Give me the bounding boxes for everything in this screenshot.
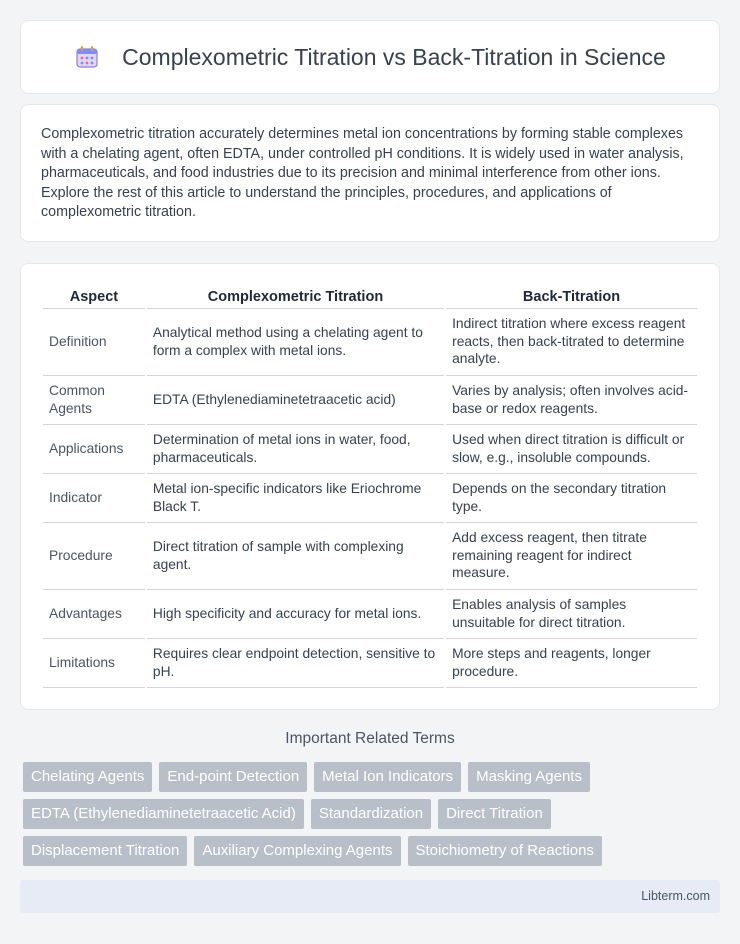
row-complexometric: Direct titration of sample with complexing agent. (146, 522, 445, 589)
row-complexometric: Determination of metal ions in water, food, pharmaceuticals. (146, 424, 445, 473)
related-terms-list (23, 762, 723, 873)
row-back-titration: Add excess reagent, then titrate remaining reagent for indirect measure. (445, 522, 697, 589)
row-aspect: Limitations (43, 638, 146, 687)
footer-bar (20, 880, 720, 913)
column-header-complexometric: Complexometric Titration (146, 284, 445, 308)
table-row (43, 638, 697, 687)
tag-chelating-agents[interactable]: Chelating Agents (23, 762, 152, 792)
table-row (43, 424, 697, 473)
tag-end-point-detection[interactable]: End-point Detection (159, 762, 307, 792)
row-back-titration: Enables analysis of samples unsuitable for direct titration. (445, 589, 697, 638)
row-aspect: Advantages (43, 589, 146, 638)
related-terms-title: Important Related Terms (285, 730, 455, 747)
header-card (20, 20, 720, 94)
tag-stoichiometry-of-reactions[interactable]: Stoichiometry of Reactions (408, 836, 602, 866)
tag-metal-ion-indicators[interactable]: Metal Ion Indicators (314, 762, 461, 792)
row-aspect: Definition (43, 308, 146, 375)
page-title: Complexometric Titration vs Back-Titration in Science (122, 43, 666, 70)
tag-masking-agents[interactable]: Masking Agents (468, 762, 590, 792)
row-complexometric: High specificity and accuracy for metal ions. (146, 589, 445, 638)
table-row (43, 522, 697, 589)
tag-row (23, 799, 723, 829)
table-row (43, 589, 697, 638)
table-header-row (43, 284, 697, 308)
row-complexometric: Analytical method using a chelating agent to form a complex with metal ions. (146, 308, 445, 375)
tag-row (23, 762, 723, 792)
row-back-titration: Indirect titration where excess reagent reacts, then back-titrated to determine analyte. (445, 308, 697, 375)
tag-row (23, 836, 723, 866)
comparison-table-card (20, 263, 720, 710)
tag-displacement-titration[interactable]: Displacement Titration (23, 836, 187, 866)
row-aspect: Common Agents (43, 375, 146, 424)
column-header-back-titration: Back-Titration (445, 284, 697, 308)
intro-card (20, 104, 720, 242)
row-aspect: Procedure (43, 522, 146, 589)
row-back-titration: Varies by analysis; often involves acid-base or redox reagents. (445, 375, 697, 424)
tag-standardization[interactable]: Standardization (311, 799, 431, 829)
tag-direct-titration[interactable]: Direct Titration (438, 799, 551, 829)
row-back-titration: More steps and reagents, longer procedure. (445, 638, 697, 687)
row-complexometric: Metal ion-specific indicators like Eriochrome Black T. (146, 473, 445, 522)
calendar-grid-icon (74, 44, 100, 70)
intro-paragraph: Complexometric titration accurately determines metal ion concentrations by forming stable complexes with a chelating agent, often EDTA, under controlled pH conditions. It is widely used in water analysis, pharmaceuticals, and food industries due to its precision and minimal interference from other ions. Explore the rest of this article to understand the principles, procedures, and applications of complexometric titration. (41, 126, 684, 221)
column-header-aspect: Aspect (43, 284, 146, 308)
comparison-table (43, 284, 697, 688)
row-complexometric: EDTA (Ethylenediaminetetraacetic acid) (146, 375, 445, 424)
table-row (43, 473, 697, 522)
row-complexometric: Requires clear endpoint detection, sensitive to pH. (146, 638, 445, 687)
table-row (43, 375, 697, 424)
row-aspect: Applications (43, 424, 146, 473)
tag-edta[interactable]: EDTA (Ethylenediaminetetraacetic Acid) (23, 799, 304, 829)
row-back-titration: Used when direct titration is difficult or slow, e.g., insoluble compounds. (445, 424, 697, 473)
table-row (43, 308, 697, 375)
row-aspect: Indicator (43, 473, 146, 522)
row-back-titration: Depends on the secondary titration type. (445, 473, 697, 522)
tag-auxiliary-complexing-agents[interactable]: Auxiliary Complexing Agents (194, 836, 400, 866)
footer-brand-link[interactable]: Libterm.com (641, 889, 710, 903)
